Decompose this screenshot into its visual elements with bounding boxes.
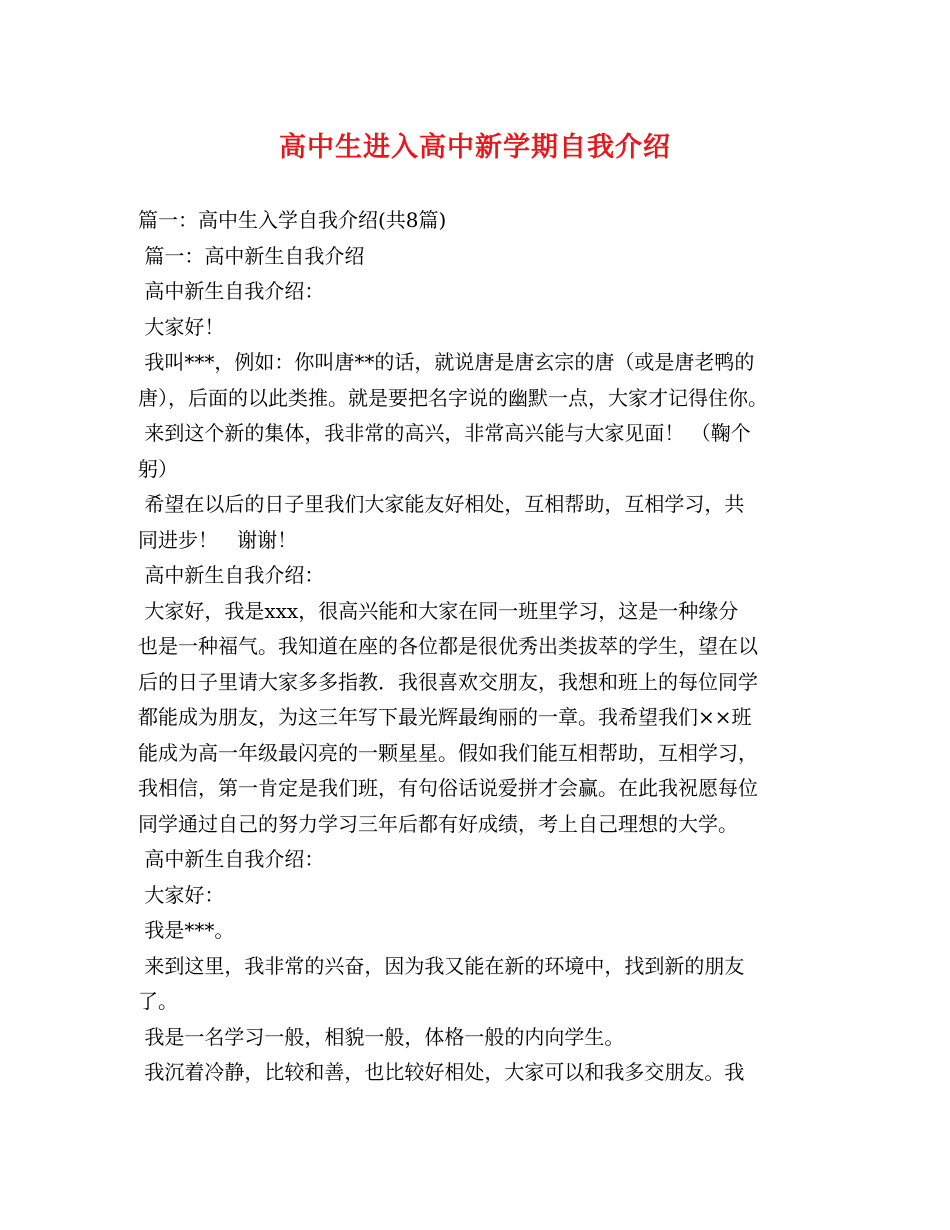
body-line: 大家好： (138, 882, 225, 907)
body-line: 能成为高一年级最闪亮的一颗星星。假如我们能互相帮助，互相学习， (138, 740, 758, 765)
body-line: 我叫***，例如：你叫唐**的话，就说唐是唐玄宗的唐（或是唐老鸭的 (138, 350, 755, 374)
body-line: 篇一：高中新生自我介绍 (138, 243, 365, 268)
body-line: 我是***。 (138, 918, 235, 942)
body-line: 唐），后面的以此类推。就是要把名字说的幽默一点，大家才记得住你。 (138, 385, 768, 410)
body-line: 后的日子里请大家多多指教．我很喜欢交朋友，我想和班上的每位同学 (138, 669, 758, 694)
body-line: 希望在以后的日子里我们大家能友好相处，互相帮助，互相学习，共 (138, 492, 745, 516)
body-line: 高中新生自我介绍： (138, 279, 325, 303)
body-line: 大家好！ (138, 314, 225, 339)
body-line: 篇一：高中生入学自我介绍(共8篇) (138, 208, 447, 232)
body-line: 都能成为朋友，为这三年写下最光辉最绚丽的一章。我希望我们××班 (138, 705, 752, 729)
body-line: 我相信，第一肯定是我们班，有句俗话说爱拼才会赢。在此我祝愿每位 (138, 776, 758, 800)
body-line: 也是一种福气。我知道在座的各位都是很优秀出类拔萃的学生，望在以 (138, 634, 758, 658)
body-line: 高中新生自我介绍： (138, 563, 325, 587)
body-line: 同进步！ 谢谢！ (138, 527, 298, 552)
body-line: 了。 (138, 989, 178, 1013)
body-line: 来到这里，我非常的兴奋，因为我又能在新的环境中，找到新的朋友 (138, 953, 745, 978)
body-line: 我沉着冷静，比较和善，也比较好相处，大家可以和我多交朋友。我 (138, 1060, 745, 1084)
body-line: 来到这个新的集体，我非常的高兴，非常高兴能与大家见面！ （鞠个 (138, 421, 751, 445)
document-title: 高中生进入高中新学期自我介绍 (279, 132, 671, 163)
body-line: 大家好，我是xxx，很高兴能和大家在同一班里学习，这是一种缘分 (138, 598, 739, 623)
body-line: 同学通过自己的努力学习三年后都有好成绩，考上自己理想的大学。 (138, 811, 738, 836)
document-body (138, 203, 818, 1091)
body-line: 躬） (138, 456, 178, 481)
body-line: 高中新生自我介绍： (138, 847, 325, 871)
body-line: 我是一名学习一般，相貌一般，体格一般的内向学生。 (138, 1024, 625, 1049)
